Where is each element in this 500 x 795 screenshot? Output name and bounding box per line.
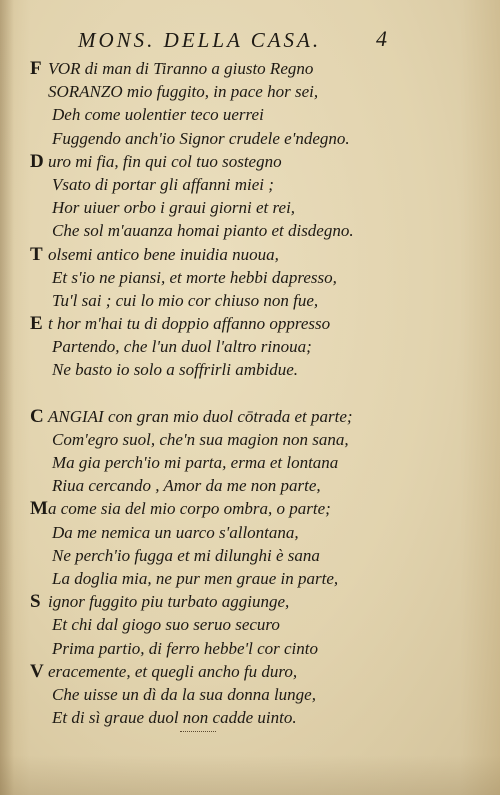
verse-text: Che uisse un dì da la sua donna lunge,	[52, 684, 316, 704]
verse-line	[30, 358, 390, 381]
verse-line	[30, 544, 390, 567]
verse-text: ignor fuggito piu turbato aggiunge,	[48, 592, 290, 612]
catchword-rule	[180, 731, 216, 732]
page-number: 4	[376, 26, 387, 51]
verse-initial: E	[30, 313, 43, 335]
verse-text: Deh come uolentier teco uerrei	[52, 105, 264, 125]
verse-initial: D	[30, 150, 44, 172]
verse-line	[30, 57, 390, 80]
verse-text: La doglia mia, ne pur men graue in parte,	[52, 568, 339, 588]
verse-text: Ma gia perch'io mi parta, erma et lontana	[52, 453, 339, 472]
verse-text: Et s'io ne piansi, et morte hebbi dapresso,	[52, 267, 337, 287]
verse-text: Ne basto io solo a soffrirli ambidue.	[52, 360, 299, 380]
verse-initial: S	[30, 591, 41, 613]
verse-text: Che sol m'auanza homai pianto et disdegno.	[52, 221, 354, 241]
verse-line	[30, 219, 390, 242]
verse-text: olsemi antico bene inuidia nuoua,	[48, 244, 279, 264]
poem-text	[30, 57, 390, 732]
running-head: MONS. DELLA CASA.	[78, 28, 322, 52]
verse-text: Fuggendo anch'io Signor crudele e'ndegno.	[52, 128, 350, 148]
stanza-gap	[30, 382, 390, 405]
verse-initial: C	[30, 405, 44, 427]
verse-line	[30, 428, 390, 451]
verse-text: a come sia del mio corpo ombra, o parte;	[48, 499, 331, 519]
verse-text: Hor uiuer orbo i graui giorni et rei,	[52, 198, 296, 218]
verse-line	[30, 613, 390, 636]
verse-line	[30, 405, 390, 428]
verse-text: ANGIAI con gran mio duol cōtrada et parte;	[48, 406, 353, 426]
verse-initial: V	[30, 660, 44, 682]
verse-text: Da me nemica un uarco s'allontana,	[52, 522, 299, 542]
verse-text: VOR di man di Tiranno a giusto Regno	[48, 59, 314, 78]
verse-line	[30, 266, 390, 289]
verse-line	[30, 474, 390, 497]
verse-text: Et chi dal giogo suo seruo securo	[52, 615, 280, 635]
verse-line	[30, 660, 390, 683]
verse-line	[30, 521, 390, 544]
verse-line	[30, 683, 390, 706]
verse-line	[30, 196, 390, 219]
verse-text: Prima partio, di ferro hebbe'l cor cinto	[52, 638, 319, 658]
verse-line	[30, 150, 390, 173]
verse-initial: F	[30, 58, 42, 79]
verse-line	[30, 173, 390, 196]
verse-line	[30, 335, 390, 358]
verse-text: Et di sì graue duol non cadde uinto.	[52, 708, 297, 728]
verse-line	[30, 567, 390, 590]
verse-line	[30, 706, 390, 729]
verse-line	[30, 637, 390, 660]
verse-initial: T	[30, 243, 43, 265]
verse-line	[30, 80, 390, 103]
verse-line	[30, 103, 390, 126]
verse-text: Partendo, che l'un duol l'altro rinoua;	[52, 337, 312, 357]
verse-text: Tu'l sai ; cui lo mio cor chiuso non fue,	[52, 290, 319, 310]
verse-initial: M	[30, 498, 48, 520]
verse-text: uro mi fia, fin qui col tuo sostegno	[48, 151, 282, 171]
verse-line	[30, 312, 390, 335]
verse-text: eracemente, et quegli ancho fu duro,	[48, 661, 298, 681]
verse-text: SORANZO mio fuggito, in pace hor sei,	[48, 82, 319, 102]
verse-text: t hor m'hai tu di doppio affanno oppresso	[48, 314, 331, 334]
verse-text: Riua cercando , Amor da me non parte,	[52, 476, 321, 496]
verse-line	[30, 289, 390, 312]
verse-line	[30, 127, 390, 150]
verse-line	[30, 243, 390, 266]
verse-text: Com'egro suol, che'n sua magion non sana,	[52, 429, 349, 449]
verse-line	[30, 590, 390, 613]
verse-text: Ne perch'io fugga et mi dilunghi è sana	[52, 545, 320, 565]
verse-line	[30, 497, 390, 520]
verse-text: Vsato di portar gli affanni miei ;	[52, 174, 274, 194]
verse-line	[30, 451, 390, 474]
